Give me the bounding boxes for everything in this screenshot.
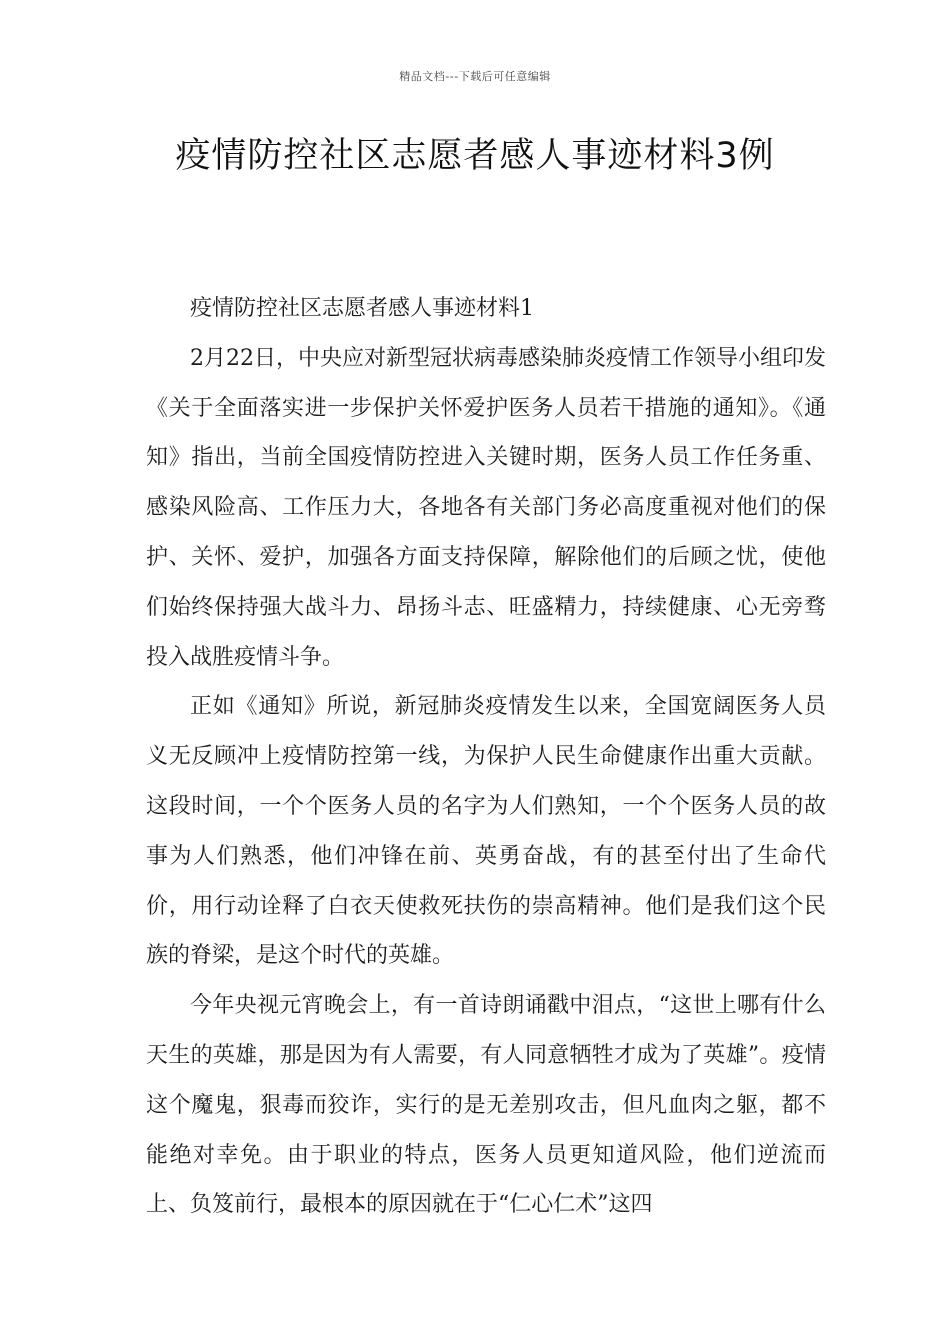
paragraph-2: 正如《通知》所说，新冠肺炎疫情发生以来，全国宽阔医务人员义无反顾冲上疫情防控第一线，为保护人民生命健康作出重大贡献。这段时间，一个个医务人员的名字为人们熟知，一个个医务人员的故事为人们熟悉，他们冲锋在前、英勇奋战，有的甚至付出了生命代价，用行动诠释了白衣天使救死扶伤的崇高精神。他们是我们这个民族的脊梁，是这个时代的英雄。 bbox=[146, 694, 826, 969]
header-note: 精品文档---下载后可任意编辑 bbox=[399, 70, 551, 83]
document-body bbox=[146, 284, 826, 1230]
section-heading: 疫情防控社区志愿者感人事迹材料1 bbox=[190, 296, 534, 321]
paragraph-1: 2月22日，中央应对新型冠状病毒感染肺炎疫情工作领导小组印发《关于全面落实进一步保护关怀爱护医务人员若干措施的通知》。《通知》指出，当前全国疫情防控进入关键时期，医务人员工作任务重、感染风险高、工作压力大，各地各有关部门务必高度重视对他们的保护、关怀、爱护，加强各方面支持保障，解除他们的后顾之忧，使他们始终保持强大战斗力、昂扬斗志、旺盛精力，持续健康、心无旁骛投入战胜疫情斗争。 bbox=[146, 345, 826, 670]
paragraph-3: 今年央视元宵晚会上，有一首诗朗诵戳中泪点，“这世上哪有什么天生的英雄，那是因为有人需要，有人同意牺牲才成为了英雄”。疫情这个魔鬼，狠毒而狡诈，实行的是无差别攻击，但凡血肉之躯，都不能绝对幸免。由于职业的特点，医务人员更知道风险，他们逆流而上、负笈前行，最根本的原因就在于“仁心仁术”这四 bbox=[146, 993, 826, 1218]
document-title: 疫情防控社区志愿者感人事迹材料3例 bbox=[175, 136, 775, 176]
